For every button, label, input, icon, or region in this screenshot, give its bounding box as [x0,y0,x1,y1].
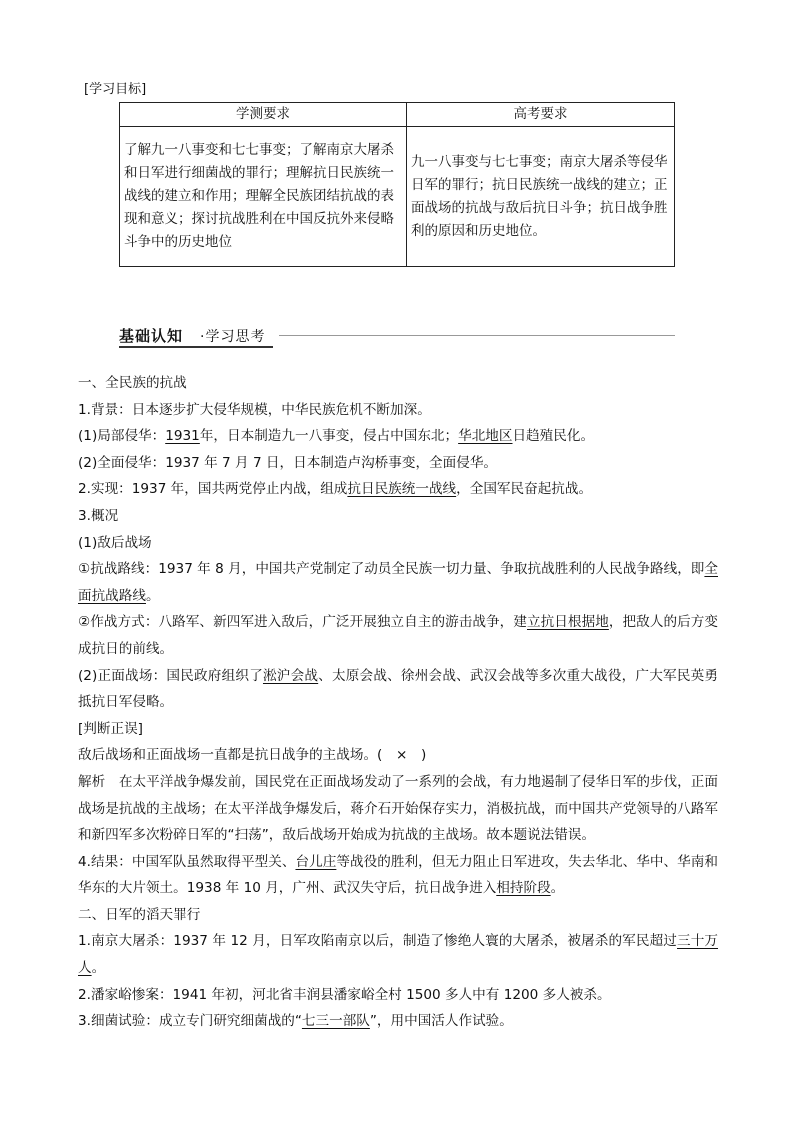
table-header-cell: 高考要求 [407,103,675,127]
paragraph [78,663,718,716]
judgement-question: 敌后战场和正面战场一直都是抗日战争的主战场。( × ) [78,747,427,764]
text-run: ②作战方式：八路军、新四军进入敌后，广泛开展独立自主的游击战争，建 [78,614,527,631]
text-run: ，全国军民奋起抗战。 [456,481,593,498]
text-run: 等战役的胜利，但无力阻止日军进攻，失去华北、华中、华南和华东的大片领土。1938 年 10 月，广州、武汉失守后，抗日战争进入 [78,853,719,897]
text-run: 2.实现：1937 年，国共两党停止内战，组成 [78,481,348,498]
heading-1: 一、全民族的抗战 [78,375,187,391]
text-run: (2)正面战场：国民政府组织了 [78,667,263,684]
text-run: 。 [550,880,565,897]
section-title-rest: ·学习思考 [200,329,266,345]
section-title-underline [119,346,273,348]
paragraph [78,1008,718,1035]
paragraph [78,556,718,609]
table-header-row [120,103,675,127]
table-row [120,127,675,267]
underlined-answer: 抗日民族统一战线 [347,481,457,498]
paragraph: 2.潘家峪惨案：1941 年初，河北省丰润县潘家峪全村 1500 多人中有 1200 多人被杀。 [78,986,611,1003]
text-run: 。 [91,960,106,977]
paragraph: (2)全面侵华：1937 年 7 月 7 日，日本制造卢沟桥事变，全面侵华。 [78,454,498,471]
text-run: 4.结果：中国军队虽然取得平型关、 [78,853,296,870]
section-divider [279,335,675,336]
paragraph [78,476,718,503]
text-run: 、太原会战、徐州会战、武汉会战等多次重大战役，广大军民英勇抵抗日军侵略。 [78,667,718,711]
table-cell: 了解九一八事变和七七事变；了解南京大屠杀和日军进行细菌战的罪行；理解抗日民族统一战线的建立和作用；理解全民族团结抗战的表现和意义；探讨抗战胜利在中国反抗外来侵略斗争中的历史地位 [120,127,407,267]
learning-goals-label: [学习目标] [84,82,147,97]
text-run: (1)局部侵华： [78,428,166,445]
text-run: ”，用中国活人作试验。 [369,1013,513,1030]
underlined-answer: 1931 [165,428,200,445]
text-run: 。 [145,587,160,604]
paragraph [78,849,718,902]
text-run: 年，日本制造九一八事变，侵占中国东北； [199,428,459,445]
underlined-answer: 台儿庄 [295,853,337,870]
underlined-answer: 华北地区 [458,428,513,445]
table-header-cell: 学测要求 [120,103,407,127]
heading-2: 二、日军的滔天罪行 [78,906,201,923]
section-title-bold: 基础认知 [119,327,184,345]
body-text [78,370,718,1035]
paragraph: 3.概况 [78,507,119,524]
underlined-answer: 全面抗战路线 [78,561,718,604]
text-run: 1.南京大屠杀：1937 年 12 月，日军攻陷南京以后，制造了惨绝人寰的大屠杀，被屠杀的军民超过 [78,933,677,950]
table-cell: 九一八事变与七七事变；南京大屠杀等侵华日军的罪行；抗日民族统一战线的建立；正面战场的抗战与敌后抗日斗争；抗日战争胜利的原因和历史地位。 [407,127,675,267]
paragraph: 1.背景：日本逐步扩大侵华规模，中华民族危机不断加深。 [78,401,431,418]
underlined-answer: 三十万人 [78,933,719,977]
underlined-answer: 淞沪会战 [262,667,319,684]
paragraph [78,928,718,981]
underlined-answer: 七三一部队 [301,1013,370,1030]
text-run: 日趋殖民化。 [512,428,595,445]
section-heading [119,322,675,350]
underlined-answer: 立抗日根据地 [526,614,609,631]
analysis: 解析 在太平洋战争爆发前，国民党在正面战场发动了一系列的会战，有力地遏制了侵华日军的步伐，正面战场是抗战的主战场；在太平洋战争爆发后，蒋介石开始保存实力，消极抗战，而中国共产党领导的八路军和新四军多次粉碎日军的“扫荡”，敌后战场开始成为抗战的主战场。故本题说法错误。 [78,773,718,844]
paragraph: (1)敌后战场 [78,534,152,551]
requirements-table [119,102,675,267]
text-run: ①抗战路线：1937 年 8 月，中国共产党制定了动员全民族一切力量、争取抗战胜利的人民战争路线，即 [78,561,705,578]
judgement-label: [判断正误] [78,720,143,737]
paragraph [78,609,718,662]
paragraph [78,423,718,450]
underlined-answer: 相持阶段 [496,880,551,897]
text-run: 3.细菌试验：成立专门研究细菌战的“ [78,1013,302,1030]
text-run: ，把敌人的后方变成抗日的前线。 [78,614,719,657]
